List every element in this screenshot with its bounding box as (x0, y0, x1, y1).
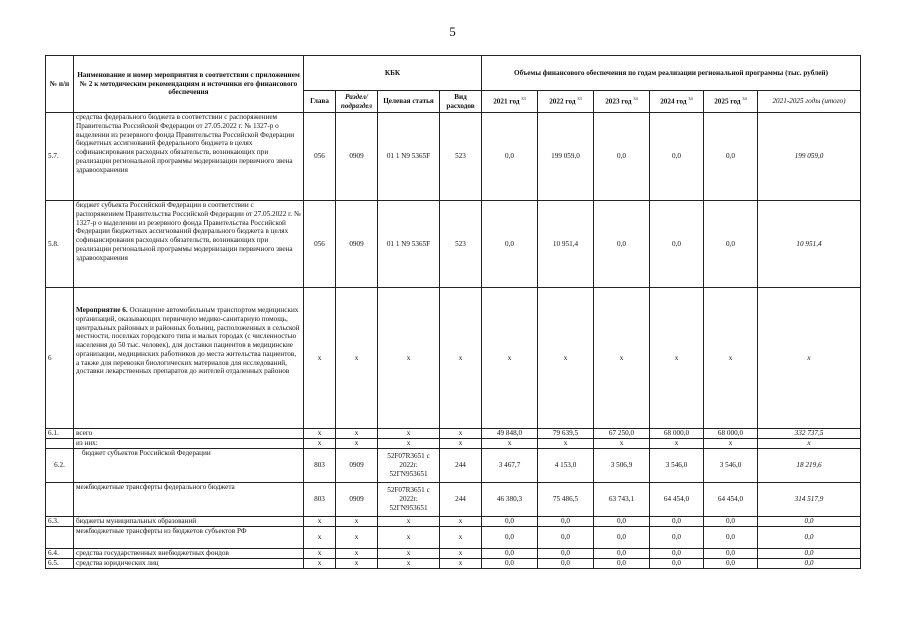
cell-y2023: 0,0 (594, 517, 650, 527)
cell-glava: 056 (304, 113, 336, 201)
row-name: средства юридических лиц (74, 559, 304, 569)
cell-y2022: x (538, 439, 594, 449)
row-name: средства федерального бюджета в соответствии с распоряжением Правительства Российской Федерации от 27.05.2022 г. № 1327-р о выделении из резервного фонда Правительства Российской Федерации бюджетных ассигнований федерального бюджета в целях софинансирования расходных обязательств, возникающих при реализации региональной программы модернизации первичного звена здравоохранения (74, 113, 304, 201)
cell-y2021: x (482, 439, 538, 449)
cell-y2025: 0,0 (704, 559, 758, 569)
row-num: 6.5. (46, 559, 74, 569)
table-row (46, 201, 861, 288)
cell-y2022: 79 639,5 (538, 429, 594, 439)
row-num: 6.4. (46, 549, 74, 559)
cell-y2024: x (650, 288, 704, 429)
cell-total: 0,0 (758, 549, 861, 559)
cell-vid: x (440, 439, 482, 449)
cell-y2021: 0,0 (482, 549, 538, 559)
cell-total: 332 737,5 (758, 429, 861, 439)
cell-y2021: x (482, 288, 538, 429)
cell-y2024: 0,0 (650, 113, 704, 201)
cell-glava: x (304, 517, 336, 527)
cell-vid: x (440, 429, 482, 439)
cell-y2025: 3 546,0 (704, 449, 758, 483)
header-row-1 (46, 56, 861, 91)
cell-glava: x (304, 439, 336, 449)
cell-glava: 056 (304, 201, 336, 288)
row-name: всего (74, 429, 304, 439)
header-year-2023: 2023 год $^{34}$ (594, 91, 650, 113)
cell-glava: x (304, 288, 336, 429)
cell-y2023: 0,0 (594, 549, 650, 559)
cell-total: 10 951,4 (758, 201, 861, 288)
header-celevaya: Целевая статья (378, 91, 440, 113)
header-kbk: КБК (304, 56, 482, 91)
row-name: средства государственных внебюджетных фондов (74, 549, 304, 559)
table-row (46, 527, 861, 549)
row-num (46, 483, 74, 517)
table-row (46, 429, 861, 439)
header-name: Наименование и номер мероприятия в соответствии с приложением № 2 к методическим рекомендациям и источники его финансового обеспечения (74, 56, 304, 113)
row-name: бюджет субъектов Российской Федерации (74, 449, 304, 483)
cell-y2025: 0,0 (704, 549, 758, 559)
table-row (46, 559, 861, 569)
cell-cel: x (378, 517, 440, 527)
row-num: 6.3. (46, 517, 74, 527)
row-num (46, 527, 74, 549)
cell-y2022: 10 951,4 (538, 201, 594, 288)
cell-y2025: 0,0 (704, 201, 758, 288)
cell-y2024: 0,0 (650, 549, 704, 559)
cell-cel: x (378, 549, 440, 559)
cell-y2021: 3 467,7 (482, 449, 538, 483)
cell-razdel: x (336, 517, 378, 527)
cell-cel: x (378, 439, 440, 449)
row-name: бюджет субъекта Российской Федерации в соответствии с распоряжением Правительства Российской Федерации от 27.05.2022 г. № 1327-р о выделении из резервного фонда Правительства Российской Федерации бюджетных ассигнований федерального бюджета в целях софинансирования расходных обязательств, возникающих при реализации региональной программы модернизации первичного звена здравоохранения (74, 201, 304, 288)
measure-description: Оснащение автомобильным транспортом медицинских организаций, оказывающих первичную медико-санитарную помощь, центральных районных и районных больниц, расположенных в сельской местности, поселках городского типа и малых городах (с численностью населения до 50 тыс. человек), для доставки пациентов в медицинские организации, медицинских работников до места жительства пациентов, а также для перевозки биологических материалов для исследований, доставки лекарственных препаратов до жителей отдаленных районов (76, 306, 300, 376)
header-razdel: Раздел/ подраздел (336, 91, 378, 113)
cell-razdel: 0909 (336, 113, 378, 201)
cell-y2025: 64 454,0 (704, 483, 758, 517)
row-name: бюджеты муниципальных образований (74, 517, 304, 527)
cell-y2022: 0,0 (538, 517, 594, 527)
row-num: 6.1. (46, 429, 74, 439)
cell-y2023: 63 743,1 (594, 483, 650, 517)
cell-total: x (758, 439, 861, 449)
cell-total: 0,0 (758, 559, 861, 569)
cell-cel: 52F07R3651 с 2022г. 52ГN953651 (378, 483, 440, 517)
table-row (46, 288, 861, 429)
cell-vid: 244 (440, 449, 482, 483)
cell-vid: x (440, 559, 482, 569)
cell-y2024: 0,0 (650, 201, 704, 288)
header-year-2021: 2021 год $^{33}$ (482, 91, 538, 113)
cell-y2022: 0,0 (538, 559, 594, 569)
row-num (46, 439, 74, 449)
cell-y2024: 0,0 (650, 527, 704, 549)
cell-total: 18 219,6 (758, 449, 861, 483)
cell-y2023: 0,0 (594, 527, 650, 549)
cell-y2024: x (650, 439, 704, 449)
page-number: 5 (449, 24, 456, 39)
header-volumes: Объемы финансового обеспечения по годам реализации региональной программы (тыс. рублей) (482, 56, 861, 91)
cell-glava: x (304, 549, 336, 559)
cell-cel: x (378, 527, 440, 549)
table-row (46, 483, 861, 517)
cell-y2022: 0,0 (538, 527, 594, 549)
cell-y2021: 0,0 (482, 517, 538, 527)
cell-cel: x (378, 429, 440, 439)
cell-cel: 01 1 N9 5365F (378, 113, 440, 201)
header-num: № п/п (46, 56, 74, 113)
cell-glava: 803 (304, 483, 336, 517)
cell-y2021: 0,0 (482, 559, 538, 569)
cell-cel: x (378, 559, 440, 569)
header-year-2025: 2025 год $^{34}$ (704, 91, 758, 113)
measure-title: Мероприятие 6. (76, 306, 128, 314)
cell-y2025: 0,0 (704, 517, 758, 527)
row-name: из них: (74, 439, 304, 449)
cell-total: x (758, 288, 861, 429)
cell-y2025: x (704, 288, 758, 429)
header-year-2022: 2022 год $^{33}$ (538, 91, 594, 113)
cell-cel: 01 1 N9 5365F (378, 201, 440, 288)
cell-y2023: 3 506,9 (594, 449, 650, 483)
table-row (46, 549, 861, 559)
financing-table (45, 55, 861, 569)
row-num: 5.8. (46, 201, 74, 288)
cell-y2022: 0,0 (538, 549, 594, 559)
header-year-2024: 2024 год $^{34}$ (650, 91, 704, 113)
cell-vid: x (440, 517, 482, 527)
row-num: 6.2. (46, 449, 74, 483)
row-name: межбюджетные трансферты федерального бюджета (74, 483, 304, 517)
cell-y2023: x (594, 439, 650, 449)
cell-y2024: 64 454,0 (650, 483, 704, 517)
cell-y2025: 68 000,0 (704, 429, 758, 439)
cell-y2023: 0,0 (594, 201, 650, 288)
cell-total: 314 517,9 (758, 483, 861, 517)
cell-y2021: 0,0 (482, 527, 538, 549)
table-row (46, 113, 861, 201)
cell-y2021: 0,0 (482, 201, 538, 288)
cell-razdel: x (336, 429, 378, 439)
cell-y2025: 0,0 (704, 113, 758, 201)
cell-vid: x (440, 288, 482, 429)
cell-total: 199 059,0 (758, 113, 861, 201)
cell-cel: x (378, 288, 440, 429)
cell-y2021: 0,0 (482, 113, 538, 201)
cell-razdel: 0909 (336, 201, 378, 288)
header-glava: Глава (304, 91, 336, 113)
cell-glava: x (304, 527, 336, 549)
cell-razdel: 0909 (336, 483, 378, 517)
cell-total: 0,0 (758, 517, 861, 527)
header-vid: Вид расходов (440, 91, 482, 113)
cell-vid: x (440, 549, 482, 559)
cell-y2022: 199 059,0 (538, 113, 594, 201)
cell-y2024: 0,0 (650, 559, 704, 569)
table-row (46, 517, 861, 527)
cell-glava: x (304, 429, 336, 439)
cell-razdel: 0909 (336, 449, 378, 483)
cell-y2023: 67 250,0 (594, 429, 650, 439)
cell-y2023: 0,0 (594, 113, 650, 201)
cell-y2022: x (538, 288, 594, 429)
row-num: 5.7. (46, 113, 74, 201)
cell-vid: 523 (440, 201, 482, 288)
table-row (46, 439, 861, 449)
cell-y2021: 49 848,0 (482, 429, 538, 439)
cell-y2022: 4 153,0 (538, 449, 594, 483)
cell-y2024: 68 000,0 (650, 429, 704, 439)
cell-cel: 52F07R3651 с 2022г. 52ГN953651 (378, 449, 440, 483)
table-row (46, 449, 861, 483)
cell-y2023: x (594, 288, 650, 429)
cell-y2022: 75 486,5 (538, 483, 594, 517)
cell-y2024: 0,0 (650, 517, 704, 527)
cell-vid: x (440, 527, 482, 549)
cell-total: 0,0 (758, 527, 861, 549)
cell-y2023: 0,0 (594, 559, 650, 569)
cell-y2021: 46 380,3 (482, 483, 538, 517)
row-name: межбюджетные трансферты из бюджетов субъектов РФ (74, 527, 304, 549)
cell-vid: 244 (440, 483, 482, 517)
cell-y2025: x (704, 439, 758, 449)
header-total: 2021-2025 годы (итого) (758, 91, 861, 113)
cell-razdel: x (336, 549, 378, 559)
row-name (74, 288, 304, 429)
cell-y2025: 0,0 (704, 527, 758, 549)
cell-glava: 803 (304, 449, 336, 483)
cell-razdel: x (336, 559, 378, 569)
row-num: 6 (46, 288, 74, 429)
cell-glava: x (304, 559, 336, 569)
cell-y2024: 3 546,0 (650, 449, 704, 483)
cell-vid: 523 (440, 113, 482, 201)
cell-razdel: x (336, 527, 378, 549)
cell-razdel: x (336, 288, 378, 429)
cell-razdel: x (336, 439, 378, 449)
